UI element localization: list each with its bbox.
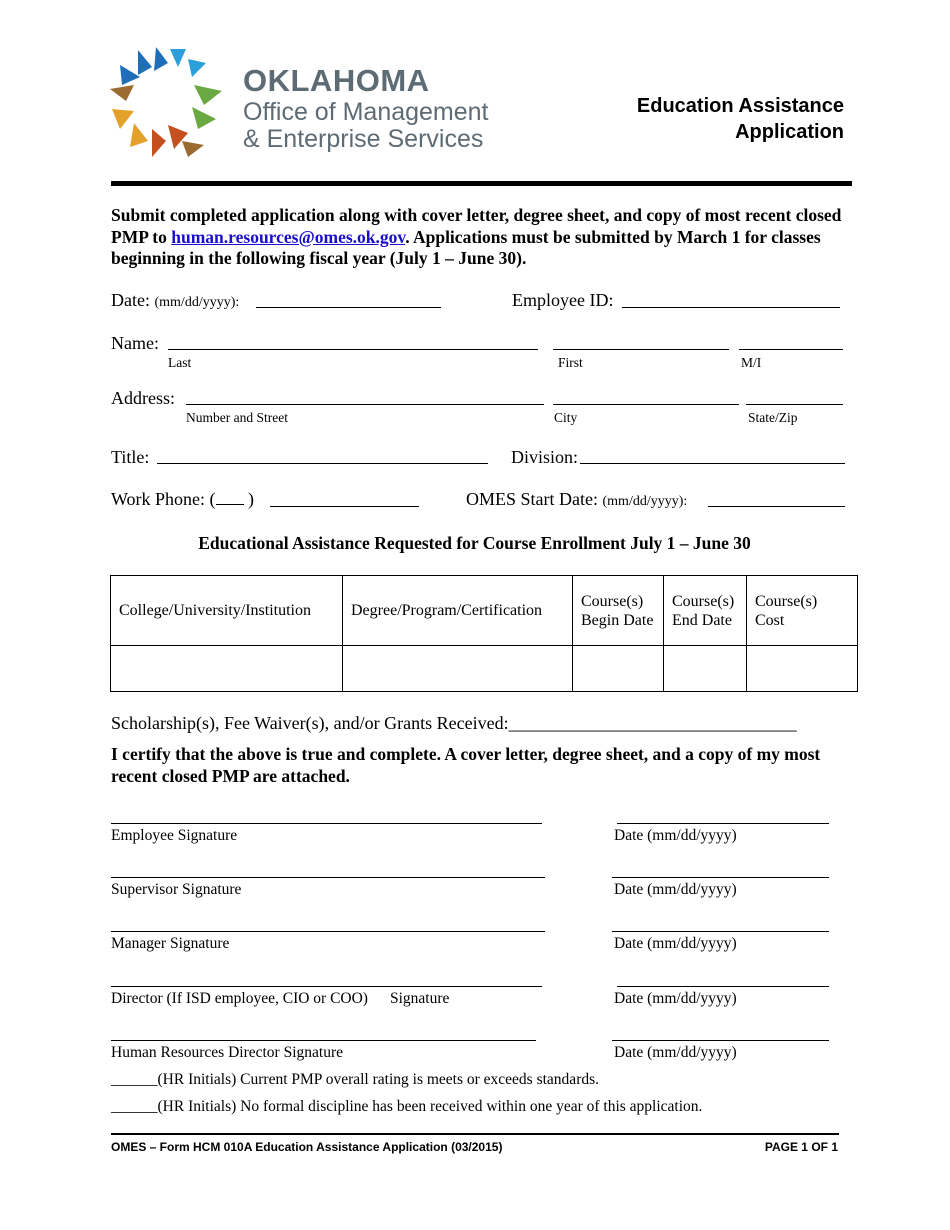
form-title [560,93,844,145]
division-field[interactable] [580,463,845,464]
supervisor-date-line[interactable] [612,877,829,878]
intro-text-after: . Applications must be submitted by March 1 for classes beginning in the following fiscal year (July 1 – June 30). [111,226,821,268]
hr-director-date-label: Date (mm/dd/yyyy) [614,1044,737,1061]
start-date-label [466,489,687,510]
employee-signature-label: Employee Signature [111,827,238,844]
start-date-label-text: OMES Start Date: [466,489,598,509]
title-field[interactable] [157,463,488,464]
date-label-text: Date: [111,290,150,310]
director-signature-line[interactable] [111,986,542,987]
end-date-cell[interactable] [664,646,747,692]
work-phone-close: ) [248,489,255,509]
work-phone-field[interactable] [270,506,419,507]
street-sublabel: Number and Street [186,410,288,425]
date-label [111,290,239,311]
degree-cell[interactable] [343,646,573,692]
footer-divider [111,1133,839,1135]
start-date-hint: (mm/dd/yyyy): [602,494,688,509]
col-begin-date: Course(s) Begin Date [573,576,664,646]
manager-signature-line[interactable] [111,931,545,932]
date-hint: (mm/dd/yyyy): [154,295,240,310]
form-title-line2: Application [735,121,844,143]
employee-date-label: Date (mm/dd/yyyy) [614,827,737,844]
city-field[interactable] [553,404,739,405]
logo-title-enterprise: & Enterprise Services [243,125,484,153]
area-code-field[interactable] [216,490,244,505]
first-name-field[interactable] [553,349,729,350]
manager-date-line[interactable] [612,931,829,932]
street-field[interactable] [186,404,544,405]
address-label: Address: [111,388,175,408]
begin-date-cell[interactable] [573,646,664,692]
hr-check-pmp-rating[interactable]: ______(HR Initials) Current PMP overall rating is meets or exceeds standards. [111,1071,600,1088]
hr-email-link[interactable]: human.resources@omes.ok.gov [171,226,406,247]
employee-signature-line[interactable] [111,823,542,824]
employee-id-field[interactable] [622,307,840,308]
table-header-row [111,576,858,646]
date-field[interactable] [256,307,441,308]
cost-cell[interactable] [747,646,858,692]
table-row [111,646,858,692]
state-zip-sublabel: State/Zip [748,410,798,425]
division-label: Division: [511,447,579,467]
work-phone-label [111,489,254,510]
director-signature-label: Director (If ISD employee, CIO or COO) [111,990,368,1007]
course-table [110,575,858,692]
hr-check-discipline[interactable]: ______(HR Initials) No formal discipline has been received within one year of this application. [111,1098,703,1115]
col-degree: Degree/Program/Certification [343,576,573,646]
footer-page-number: PAGE 1 OF 1 [764,1140,838,1154]
city-sublabel: City [554,410,578,425]
last-name-field[interactable] [168,349,538,350]
col-institution: College/University/Institution [111,576,343,646]
col-end-date: Course(s) End Date [664,576,747,646]
institution-cell[interactable] [111,646,343,692]
intro-text-before: Submit completed application along with cover letter, degree sheet, and copy of most recent closed PMP to [111,205,842,247]
last-name-sublabel: Last [168,355,192,370]
manager-signature-label: Manager Signature [111,935,230,952]
work-phone-label-text: Work Phone: ( [111,489,216,509]
director-date-line[interactable] [617,986,829,987]
first-name-sublabel: First [558,355,583,370]
hr-director-date-line[interactable] [612,1040,829,1041]
col-cost: Course(s) Cost [747,576,858,646]
scholarship-field[interactable]: Scholarship(s), Fee Waiver(s), and/or Grants Received:________________________________ [111,713,797,733]
manager-date-label: Date (mm/dd/yyyy) [614,935,737,952]
state-zip-field[interactable] [746,404,843,405]
hr-director-signature-line[interactable] [111,1040,536,1041]
middle-initial-field[interactable] [739,349,843,350]
form-title-line1: Education Assistance [636,95,844,117]
director-date-label: Date (mm/dd/yyyy) [614,990,737,1007]
footer-form-id: OMES – Form HCM 010A Education Assistance Application (03/2015) [111,1140,503,1154]
start-date-field[interactable] [708,506,845,507]
hr-director-signature-label: Human Resources Director Signature [111,1044,344,1061]
intro-instructions [111,205,856,270]
supervisor-signature-label: Supervisor Signature [111,881,242,898]
supervisor-signature-line[interactable] [111,877,545,878]
employee-id-label: Employee ID: [512,290,614,310]
certification-statement: I certify that the above is true and complete. A cover letter, degree sheet, and a copy of my most recent closed PMP are attached. [111,744,821,786]
supervisor-date-label: Date (mm/dd/yyyy) [614,881,737,898]
omes-logo-icon [108,45,224,163]
course-section-heading: Educational Assistance Requested for Course Enrollment July 1 – June 30 [198,533,751,553]
employee-date-line[interactable] [617,823,829,824]
director-signature-word: Signature [390,990,450,1007]
logo-title-oklahoma: OKLAHOMA [243,63,430,98]
middle-initial-sublabel: M/I [741,355,762,370]
name-label: Name: [111,333,159,353]
logo-title-office: Office of Management [243,98,489,126]
title-label: Title: [111,447,150,467]
header-divider [111,181,852,186]
